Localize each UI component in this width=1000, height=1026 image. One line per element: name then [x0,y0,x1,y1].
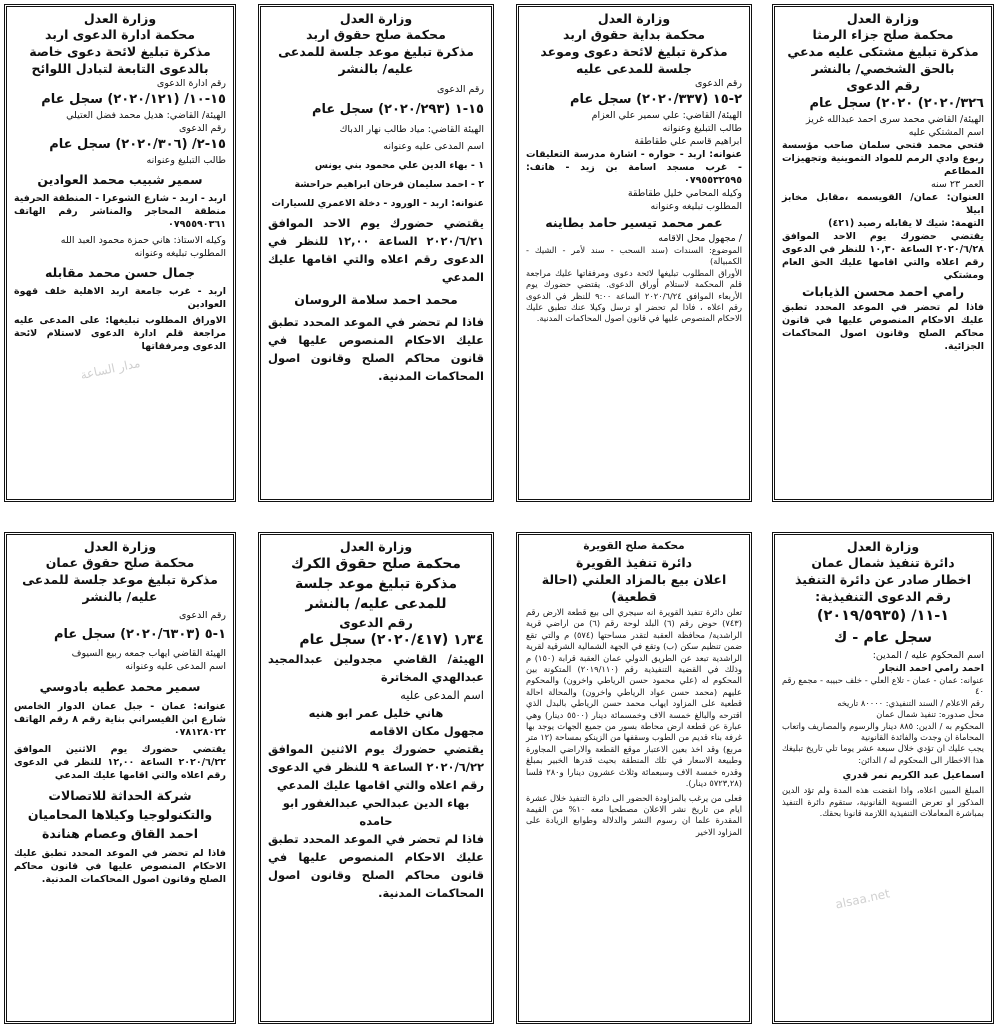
amount-line: المحكوم به / الدين: ٨٨٥ دينار والرسوم والمصاريف واتعاب المحاماة ان وجدت والفائدة القانونية [782,720,984,743]
notice-north-amman-execution [772,532,994,1024]
body-text: يجب عليك ان تؤدي خلال سبعة عشر يوما تلي تاريخ تبليغك هذا الاخطار الى المحكوم له / الدائن: [782,743,984,765]
requester-label: طالب التبليغ وعنوانه [662,123,742,134]
notice-title: مذكرة تبليغ لائحة دعوى وموعد جلسة للمدعى عليه [540,44,728,76]
warning-text: فاذا لم تحضر في الموعد المحدد تطبق عليك الاحكام المنصوص عليها في قانون محاكم الصلح وقانون اصول المحاكمات المدنية. [268,315,484,383]
closing-text: فعلى من يرغب بالمزاودة الحضور الى دائرة التنفيذ خلال عشرة ايام من تاريخ نشر الاعلان مصطحبا معه ١٠% من القيمة المقدرة علما ان رسوم النشر والدلالة وطوابع الزيادة على المزاود الاخير [526,792,742,837]
warning-text: فاذا لم تحضر في الموعد المحدد تطبق عليك الاحكام المنصوص عليها في قانون محاكم الصلح وقانون اصول المحاكمات الجزائية. [782,302,984,352]
department-name: دائرة تنفيذ القويرة [575,555,693,570]
warning-text: فاذا لم تحضر في الموعد المحدد تطبق عليك الاحكام المنصوص عليها في قانون محاكم الصلح وقانون اصول المحاكمات المدنية. [268,832,484,900]
case-management-label: رقم ادارة الدعوى [156,78,226,89]
claimant-name: شركة الحداثة للاتصالات والتكنولوجيا وكيلاها المحاميان احمد القاق وعصام هناندة [27,788,213,841]
judge-line: الهيئة/ القاضي مجدولين عبدالمجيد عبدالهدي المخاترة [268,652,484,684]
requester-address: اربد - اربد - شارع الشوعرا - المنطقة الحرفية منطقة المحاجر والمناشر رقم الهاتف ٠٧٩٥٥٩٠٣٦١ [14,193,226,230]
lawyer-name: وكيله الاستاذ: هاني حمزة محمود العبد الله [60,235,226,246]
case-label: رقم الدعوى [178,610,226,621]
notice-title: اخطار صادر عن دائرة التنفيذ [795,572,971,587]
court-name: محكمة بداية حقوق اربد [563,27,705,42]
party-one: ١ - بهاء الدين علي محمود بني يونس [314,160,484,171]
case-register: سجل عام - ك [833,630,933,646]
notice-amman-magistrate [4,532,236,1024]
case-label: رقم الدعوى [846,78,920,93]
case-label: رقم الدعوى [694,78,742,89]
ministry-title: وزارة العدل [339,11,413,26]
ministry-title: وزارة العدل [846,11,920,26]
case-number: ١-٥ (٢٠٢٠/٦٣٠٣) سجل عام [53,627,226,642]
body-text: الاوراق المطلوب تبليغها: على المدعى عليه مراجعة قلم ادارة الدعوى لاستلام لائحة الدعوى ومرفقاتها [14,315,226,352]
notice-title: مذكرة تبليغ مشتكى عليه مدعي بالحق الشخصي/ بالنشر [787,44,979,76]
case-label: رقم الدعوى [339,615,413,630]
case-label: رقم الدعوى [436,84,484,95]
plaintiff-label: اسم المدعى عليه وعنوانه [383,141,484,152]
notice-ramtha [772,4,994,502]
case-management-number: ١٥-١٠/ (٢٠٢٠/١٢١) سجل عام [41,92,226,107]
party-two: ٢ - احمد سليمان فرحان ابراهيم حراحشة [294,179,484,190]
closing-text: المبلغ المبين اعلاه، واذا انقضت هذه المدة ولم تؤد الدين المذكور او تعرض التسوية القانونية، ستقوم دائرة التنفيذ بمباشرة المعاملات التنفيذية اللازمة قانونا بحقك. [782,785,984,819]
summons-text: يقتضي حضورك يوم الاثنين الموافق ٢٠٢٠/٦/٢٢ الساعة ٩ للنظر في الدعوى رقم اعلاه والتي اقامها عليك المدعي [268,742,484,792]
judge-line: الهيئة/ القاضي محمد سرى احمد عبدالله غريز [806,114,984,125]
defendant-label: المطلوب تبليغه وعنوانه [650,201,742,212]
ministry-title: وزارة العدل [83,539,157,554]
defendant-residence: مجهول مكان الاقامه [369,724,484,738]
defendant-name: هاني خليل عمر ابو هنيه [308,706,444,720]
case-label: رقم الدعوى [178,123,226,134]
notice-irbid-case-management [4,4,236,502]
notice-title: اعلان بيع بالمزاد العلني (احالة قطعية) [541,572,727,604]
creditor-name: اسماعيل عبد الكريم نمر قدري [842,770,984,782]
defendant-address: اربد - غرب جامعة اربد الاهلية خلف قهوة العوادين [14,286,226,310]
party-address: عنوانه: اربد - الورود - دخلة الاعمري للسيارات [271,198,484,209]
defendant-name: سمير محمد عطيه بادوسي [39,679,201,694]
party-address: العنوان: عمان/ القويسمه ،مقابل مخابز ابيلا [782,192,984,216]
notice-title: مذكرة تبليغ موعد جلسة للمدعى عليه/ بالنشر [22,572,218,604]
requester-name: ابراهيم قاسم علي طقاطقة [634,136,742,147]
case-number: ١٫٣٤ (٢٠٢٠/٤١٧) سجل عام [299,632,484,648]
notice-title: مذكرة تبليغ لائحة دعوى خاصة بالدعوى التابعة لتبادل اللوائح [29,44,211,76]
court-name: محكمة صلح حقوق اربد [306,27,446,42]
claimant-name: محمد احمد سلامة الروسان [294,292,458,307]
claimant-name: بهاء الدين عبدالحي عبدالغفور ابو حامده [282,796,470,828]
judge-line: الهيئة/ القاضي: هديل محمد فضل العتيلي [66,110,226,121]
case-label: رقم الدعوى التنفيذية: [815,589,951,604]
court-name: محكمة صلح حقوق عمان [45,555,195,570]
notice-number: رقم الاعلام / السند التنفيذي: ٨٠٠٠٠ تاريخه [837,697,984,708]
party-age: العمر ٢٣ سنه [930,179,984,190]
notice-irbid-magistrate [258,4,494,502]
warning-text: فاذا لم تحضر في الموعد المحدد تطبق عليك الاحكام المنصوص عليها في قانون محاكم الصلح وقانون اصول المحاكمات المدنية. [14,848,226,885]
ministry-title: وزارة العدل [339,539,413,554]
requester-label: طالب التبليغ وعنوانه [146,155,226,166]
lawyer-name: وكيله المحامي خليل طقاطقة [627,188,742,199]
summons-text: يقتضي حضورك يوم الاثنين الموافق ٢٠٢٠/٦/٢٢ الساعة ١٢,٠٠ للنظر في الدعوى رقم اعلاه والتي اقامها عليك المدعي [14,744,226,781]
complainant-name: رامي احمد محسن الذيابات [801,284,965,299]
judge-line: الهيئة/ القاضي: علي سمير علي العزام [591,110,742,121]
debtor-name: احمد رامي احمد النجار [879,663,984,674]
court-name: محكمة صلح حقوق الكرك [291,556,461,572]
notice-irbid-first-instance [516,4,752,502]
summons-text: يقتضي حضورك يوم الاحد الموافق ٢٠٢٠/٦/٢١ الساعة ١٢,٠٠ للنظر في الدعوى رقم اعلاه والتي اقامها عليك المدعي [268,216,484,284]
defendant-name: عمر محمد تيسير حامد بطاينه [545,215,723,230]
defendant-residence: / مجهول محل الاقامه [658,233,742,244]
defendant-name: جمال حسن محمد مقابله [44,265,196,280]
ministry-title: وزارة العدل [83,11,157,26]
case-number: ١٥-٢/ (٢٠٢٠/٣٠٦) سجل عام [49,137,226,152]
issuer-line: محل صدوره: تنفيذ شمال عمان [876,709,984,720]
watermark-arabic: مدار الساعة [79,355,142,383]
ministry-title: وزارة العدل [846,539,920,554]
defendant-address: عنوانه: عمان - جبل عمان الدوار الخامس شارع ابن القيسراني بناية رقم ٨ رقم الهاتف ٠٧٨١٢٨٠٢٢ [14,701,227,738]
party-name: فتحي محمد فتحي سلمان صاحب مؤسسة ربوع وادي الرمم للمواد التموينية وتجهيزات المطاعم [782,140,984,177]
notice-title: مذكرة تبليغ موعد جلسة للمدعى عليه/ بالنشر [278,44,474,76]
watermark-latin: alsaa.net [834,886,892,912]
debtor-label: اسم المحكوم عليه / المدين: [872,650,984,661]
notice-karak-magistrate [258,532,494,1024]
debtor-address: عنوانه: عمان - عمان - تلاع العلي - خلف حبيبه - مجمع رقم ٤٠ [782,675,984,697]
ministry-title: وزارة العدل [597,11,671,26]
court-name: محكمة ادارة الدعوى اربد [44,27,196,42]
case-number: ١-١١/ (٢٠١٩/٥٩٣٥) [816,608,950,624]
notice-title: مذكرة تبليغ موعد جلسة للمدعى عليه/ بالنشر [294,576,458,612]
body-text: تعلن دائرة تنفيذ القويرة انه سيجري الى بيع قطعة الارض رقم (٧٤٣) حوض رقم (٦) البلد لوحة رقم (٦) من اراضي قرية الراشدية/ محافظة العقبة لتقدر مساحتها (٥٧٤) م والتي تقع ضمن تنظيم سكن (ب) وتقع في الجهة الشمالية الشرقية لقرية الراشدية تبعد عن الطريق الدولي عمان العقبة قرابة (١٥٠) م وذلك في القضية التنفيذية رقم (٢٠١٩/١١٠) المتكونة بين المحكوم له (علي محمود حسن الرياطي واخرون) والمحكوم عليهم (محمد حسن عواد الرياطي واخرون) والمحالة احالة قطعية على المزاود ايهاب محمد حسن الرياطي بالبدل الذي اقترحه والبالغ خمسة الاف وخمسمائة دينار (٥٥٠٠ دينار) وهي عبارة عن قطعة ارض محاطة بسور من جميع الجهات يوجد بها غرفة بناء قديم من الطوب وسقفها من الزينكو بمساحة (١٢ متر مربع) وقد اخذ بعين الاعتبار موقع القطعة والاراضي المجاورة وطبيعة الاسعار في تلك المنطقة بحيث قدرها الخبير بمبلغ وقدره خمسة الاف وسبعمائة وثلاث عشرون دينارا و٢٨٠ فلسا (٥٧٢٣,٢٨ دينار). [526,607,742,789]
judge-line: الهيئة القاضي: مياد طالب نهار الدباك [339,124,484,135]
case-number: ٢٠٢٠/٣٢٦) ٢٠٢٠) سجل عام [809,96,984,111]
defendant-label: اسم المدعى عليه وعنوانه [125,661,226,672]
department-name: دائرة تنفيذ شمال عمان [811,555,955,570]
requester-name: سمير شبيب محمد العوادين [37,172,203,187]
court-name: محكمة صلح القويرة [583,540,685,552]
judge-line: الهيئة القاضي ايهاب جمعه ربيع السيوف [71,648,226,659]
subject-line: الموضوع: السندات (سند السحب - سند لأمر - الشيك - الكمبيالة) [526,245,742,267]
case-number: ٢-١٥ (٢٠٢٠/٣٣٧) سجل عام [569,92,742,107]
party-label: اسم المشتكي عليه [908,127,984,138]
notice-quwayra-auction [516,532,752,1024]
summons-text: يقتضي حضورك يوم الاحد الموافق ٢٠٢٠/٦/٢٨ الساعة ١٠,٣٠ للنظر في الدعوى رقم اعلاه والتي اقامها عليك الحق العام ومشتكي [782,231,984,281]
body-text: الأوراق المطلوب تبليغها لائحة دعوى ومرفقاتها عليك مراجعة قلم المحكمة لاستلام أوراق الدعوى. يقتضي حضورك يوم الأربعاء الموافق ٢٠٢٠/٦/٢٤ الساعة ٩:٠٠ للنظر في الدعوى رقم اعلاه ، فاذا لم تحضر او ترسل وكيلا عنك تطبق عليك الاحكام المنصوص عليها في قانون اصول المحاكمات المدنية. [526,267,742,324]
court-name: محكمة صلح جزاء الرمثا [812,27,954,42]
charge-line: التهمة: شيك لا يقابله رصيد (٤٢١) [828,218,984,229]
defendant-label: المطلوب تبليغه وعنوانه [134,248,226,259]
case-number: ١٥-١ (٢٠٢٠/٢٩٣) سجل عام [311,102,484,117]
defendant-label: اسم المدعى عليه [400,688,484,702]
requester-address: عنوانه: اربد - حواره - اشارة مدرسة التعليقات - غرب مسجد اسامة بن زيد - هاتف: ٠٧٩٥٥٣٢٥٩٥ [526,149,742,186]
